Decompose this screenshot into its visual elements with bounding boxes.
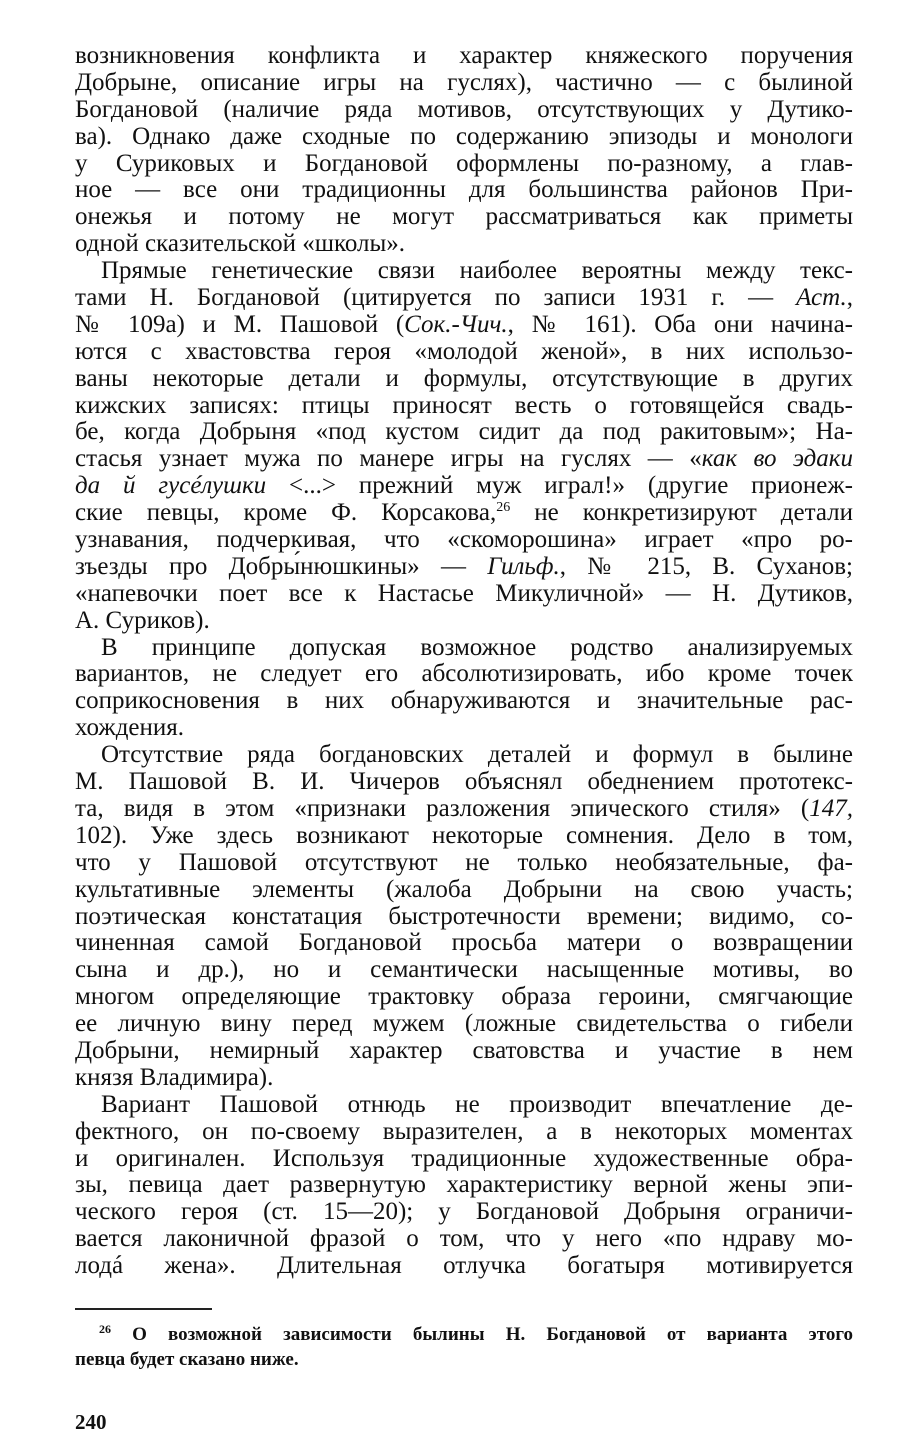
text-line [75, 554, 853, 581]
text-line [75, 151, 853, 178]
text-segment: , № 215, В. Суханов; [559, 552, 853, 580]
text-line [75, 1199, 853, 1226]
text-segment: М. Пашовой В. И. Чичеров объяснял обеднением прототекс- [75, 768, 853, 796]
text-segment: В принципе допуская возможное родство анализируемых [101, 633, 853, 661]
text-line [75, 635, 853, 662]
text-line [75, 258, 853, 285]
text-segment: зы, певица дает развернутую характеристику верной жены эпи- [75, 1171, 853, 1199]
text-line [75, 231, 853, 258]
text-line [75, 1172, 853, 1199]
paragraph [75, 1092, 853, 1280]
text-line [75, 204, 853, 231]
text-line [75, 419, 853, 446]
text-segment: возникновения конфликта и характер княжеского поручения [75, 42, 853, 69]
text-line [75, 984, 853, 1011]
text-segment: «напевочки поет все к Настасье Микуличной» — Н. Дутиков, [75, 579, 853, 607]
text-line [75, 97, 853, 124]
text-segment: , [846, 284, 853, 312]
text-line [75, 473, 853, 500]
text-segment: Богдановой (наличие ряда мотивов, отсутствующих у Дутико- [75, 95, 853, 123]
text-line [75, 312, 853, 339]
text-segment: одной сказительской «школы». [75, 230, 406, 258]
text-segment: у Суриковых и Богдановой оформлены по-разному, а глав- [75, 149, 853, 177]
text-line [75, 1253, 853, 1280]
text-segment: соприкосновения в них обнаруживаются и значительные рас- [75, 687, 853, 715]
text-line [75, 500, 853, 527]
italic-text: Сок.-Чич. [404, 310, 508, 338]
text-line [75, 43, 853, 70]
footnote-text: О возможной зависимости былины Н. Богдановой от варианта этого [132, 1324, 853, 1345]
paragraph [75, 742, 853, 1092]
text-line [75, 1038, 853, 1065]
text-line [75, 285, 853, 312]
text-segment: ются с хвастовства героя «молодой женой», в них использо- [75, 337, 853, 365]
text-line [75, 850, 853, 877]
italic-text: 147, [809, 794, 853, 822]
text-segment: ваны некоторые детали и формулы, отсутствующие в других [75, 364, 853, 392]
paragraph [75, 43, 853, 258]
paragraph [75, 258, 853, 634]
text-line [75, 1119, 853, 1146]
text-line [75, 661, 853, 688]
text-line [75, 581, 853, 608]
italic-text: Гильф. [487, 552, 560, 580]
text-line [75, 930, 853, 957]
text-segment: зъезды про Добры́нюшкины» — [75, 552, 488, 580]
text-line [75, 715, 853, 742]
text-line [75, 823, 853, 850]
text-segment: 102). Уже здесь возникают некоторые сомнения. Дело в том, [75, 821, 853, 849]
text-line [75, 688, 853, 715]
text-segment: не конкретизируют детали [510, 499, 853, 527]
text-segment: Отсутствие ряда богдановских деталей и формул в былине [101, 741, 853, 769]
text-segment: ное — все они традиционны для большинства районов При- [75, 176, 853, 204]
text-segment: ее личную вину перед мужем (ложные свидетельства о гибели [75, 1010, 853, 1038]
text-segment: ва). Однако даже сходные по содержанию эпизоды и монологи [75, 122, 853, 150]
text-segment: чиненная самой Богдановой просьба матери о возвращении [75, 929, 853, 957]
text-segment: культативные элементы (жалоба Добрыни на свою участь; [75, 875, 853, 903]
text-line [75, 742, 853, 769]
text-segment: узнавания, подчеркивая, что «скоморошина» играет «про ро- [75, 526, 853, 554]
text-segment: тами Н. Богдановой (цитируется по записи 1931 г. — [75, 284, 797, 312]
text-segment: ческого героя (ст. 15—20); у Богдановой Добрыня ограничи- [75, 1198, 853, 1226]
text-segment: многом определяющие трактовку образа героини, смягчающие [75, 983, 853, 1011]
text-line [75, 124, 853, 151]
text-segment: хождения. [75, 714, 185, 742]
text-segment: № 109а) и М. Пашовой ( [75, 310, 405, 338]
text-line [75, 877, 853, 904]
paragraph [75, 635, 853, 743]
italic-text: Аст. [796, 284, 847, 312]
text-line [75, 1065, 853, 1092]
italic-text: как во эдаки [701, 445, 853, 473]
text-line [75, 769, 853, 796]
text-segment: А. Суриков). [75, 606, 210, 634]
text-segment: фектного, он по-своему выразителен, а в некоторых моментах [75, 1117, 853, 1145]
text-line [75, 1092, 853, 1119]
text-line [75, 957, 853, 984]
footnote-text: певца будет сказано ниже. [75, 1349, 299, 1370]
text-segment: стасья узнает мужа по манере игры на гуслях — « [75, 445, 702, 473]
page-number: 240 [75, 1410, 107, 1434]
text-line [75, 70, 853, 97]
text-segment: та, видя в этом «признаки разложения эпического стиля» ( [75, 794, 810, 822]
text-line [75, 1226, 853, 1253]
text-segment: Добрыни, немирный характер сватовства и участие в нем [75, 1036, 853, 1064]
text-line [75, 527, 853, 554]
text-segment: сына и др.), но и семантически насыщенные мотивы, во [75, 956, 853, 984]
text-segment: князя Владимира). [75, 1063, 274, 1091]
text-segment: кижских записях: птицы приносят весть о готовящейся свадь- [75, 391, 853, 419]
text-segment: лодá жена». Длительная отлучка богатыря мотивируется [75, 1252, 853, 1280]
text-line [75, 1146, 853, 1173]
text-segment: , № 161). Оба они начина- [507, 310, 853, 338]
text-segment: Прямые генетические связи наиболее вероятны между текс- [101, 257, 853, 285]
text-segment: вается лаконичной фразой о том, что у него «по ндраву мо- [75, 1225, 853, 1253]
body-text [75, 43, 853, 1280]
text-line [75, 177, 853, 204]
footnote-line [75, 1322, 853, 1347]
footnote-number: 26 [99, 1322, 111, 1336]
text-segment: онежья и потому не могут рассматриваться как приметы [75, 203, 853, 231]
text-segment: бе, когда Добрыня «под кустом сидит да под ракитовым»; На- [75, 418, 853, 446]
text-line [75, 1011, 853, 1038]
text-segment: Добрыне, описание игры на гуслях), частично — с былиной [75, 68, 853, 96]
text-line [75, 339, 853, 366]
text-segment: поэтическая констатация быстротечности времени; видимо, со- [75, 902, 853, 930]
footnote [75, 1322, 853, 1372]
text-segment: ские певцы, кроме Ф. Корсакова, [75, 499, 497, 527]
footnote-divider [75, 1308, 212, 1310]
text-segment: Вариант Пашовой отнюдь не производит впечатление де- [101, 1090, 853, 1118]
text-line [75, 366, 853, 393]
text-segment: что у Пашовой отсутствуют не только необязательные, фа- [75, 848, 853, 876]
footnote-line [75, 1347, 853, 1372]
text-segment: и оригинален. Используя традиционные художественные обра- [75, 1144, 853, 1172]
text-line [75, 393, 853, 420]
text-segment: вариантов, не следует его абсолютизировать, ибо кроме точек [75, 660, 853, 688]
text-line [75, 904, 853, 931]
text-line [75, 796, 853, 823]
text-segment: <...> прежний муж играл!» (другие прионеж- [266, 472, 853, 500]
text-line [75, 608, 853, 635]
text-line [75, 446, 853, 473]
italic-text: да й гусéлушки [75, 472, 267, 500]
footnote-reference: 26 [496, 500, 511, 516]
